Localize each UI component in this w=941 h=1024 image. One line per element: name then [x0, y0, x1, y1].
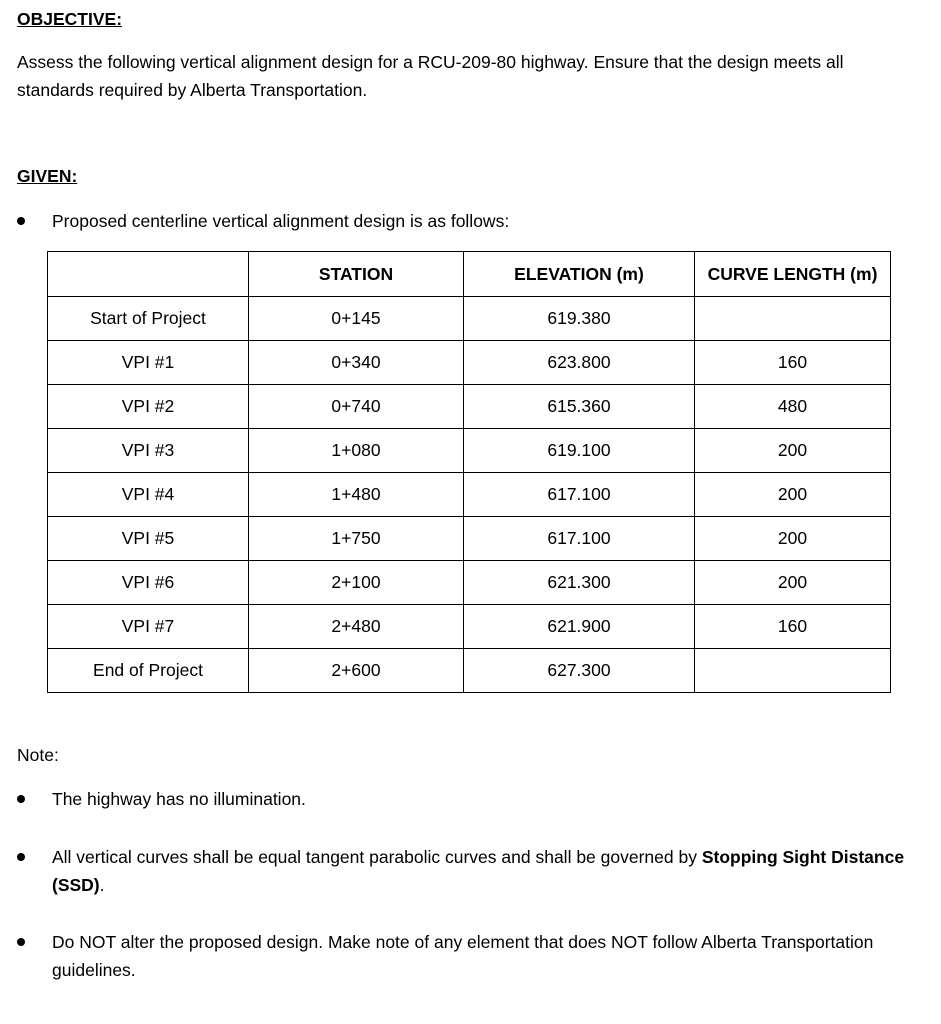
station-cell: 2+100	[249, 561, 464, 605]
elevation-cell: 617.100	[464, 517, 695, 561]
table-row	[48, 561, 891, 605]
header-station: STATION	[249, 252, 464, 297]
station-cell: 0+145	[249, 297, 464, 341]
elevation-cell: 621.900	[464, 605, 695, 649]
given-bullet-text: Proposed centerline vertical alignment design is as follows:	[52, 211, 510, 231]
station-cell: 1+750	[249, 517, 464, 561]
elevation-cell: 619.100	[464, 429, 695, 473]
note-bullet-2-text	[52, 843, 911, 899]
given-heading: GIVEN:	[17, 166, 78, 186]
point-cell: VPI #7	[48, 605, 249, 649]
elevation-cell: 621.300	[464, 561, 695, 605]
elevation-cell: 619.380	[464, 297, 695, 341]
curve-length-cell	[695, 649, 891, 693]
table-row	[48, 385, 891, 429]
elevation-cell: 623.800	[464, 341, 695, 385]
station-cell: 1+480	[249, 473, 464, 517]
station-cell: 0+340	[249, 341, 464, 385]
note-bullet-2-text-start: All vertical curves shall be equal tangent parabolic curves and shall be governed by	[52, 847, 702, 867]
header-elevation: ELEVATION (m)	[464, 252, 695, 297]
vertical-alignment-table	[47, 251, 891, 693]
objective-heading: OBJECTIVE:	[17, 9, 123, 29]
point-cell: VPI #6	[48, 561, 249, 605]
station-cell: 2+480	[249, 605, 464, 649]
note-label: Note:	[17, 745, 59, 765]
table-row	[48, 297, 891, 341]
note-bullet-1-text: The highway has no illumination.	[52, 789, 306, 809]
curve-length-cell: 200	[695, 473, 891, 517]
elevation-cell: 627.300	[464, 649, 695, 693]
bullet-icon	[17, 938, 25, 946]
objective-text: Assess the following vertical alignment design for a RCU-209-80 highway. Ensure that the design meets all standards required by Alberta Transportation.	[17, 52, 844, 100]
station-cell: 2+600	[249, 649, 464, 693]
table-row	[48, 341, 891, 385]
table-row	[48, 649, 891, 693]
point-cell: Start of Project	[48, 297, 249, 341]
curve-length-cell: 160	[695, 605, 891, 649]
bullet-icon	[17, 217, 25, 225]
point-cell: VPI #5	[48, 517, 249, 561]
station-cell: 0+740	[249, 385, 464, 429]
point-cell: VPI #3	[48, 429, 249, 473]
point-cell: VPI #4	[48, 473, 249, 517]
curve-length-cell: 200	[695, 517, 891, 561]
curve-length-cell	[695, 297, 891, 341]
table-row	[48, 605, 891, 649]
header-point	[48, 252, 249, 297]
curve-length-cell: 160	[695, 341, 891, 385]
point-cell: End of Project	[48, 649, 249, 693]
bullet-icon	[17, 795, 25, 803]
point-cell: VPI #1	[48, 341, 249, 385]
elevation-cell: 617.100	[464, 473, 695, 517]
elevation-cell: 615.360	[464, 385, 695, 429]
note-bullet-3-text: Do NOT alter the proposed design. Make note of any element that does NOT follow Alberta Transportation guidelines.	[52, 932, 874, 980]
point-cell: VPI #2	[48, 385, 249, 429]
curve-length-cell: 200	[695, 561, 891, 605]
table-row	[48, 429, 891, 473]
table-header-row	[48, 252, 891, 297]
curve-length-cell: 480	[695, 385, 891, 429]
station-cell: 1+080	[249, 429, 464, 473]
ssd-emphasis: Stopping Sight Distance (SSD)	[52, 847, 905, 895]
note-bullet-2-text-end: .	[99, 875, 105, 895]
table-row	[48, 517, 891, 561]
header-curve-length: CURVE LENGTH (m)	[695, 252, 891, 297]
curve-length-cell: 200	[695, 429, 891, 473]
bullet-icon	[17, 853, 25, 861]
table-row	[48, 473, 891, 517]
